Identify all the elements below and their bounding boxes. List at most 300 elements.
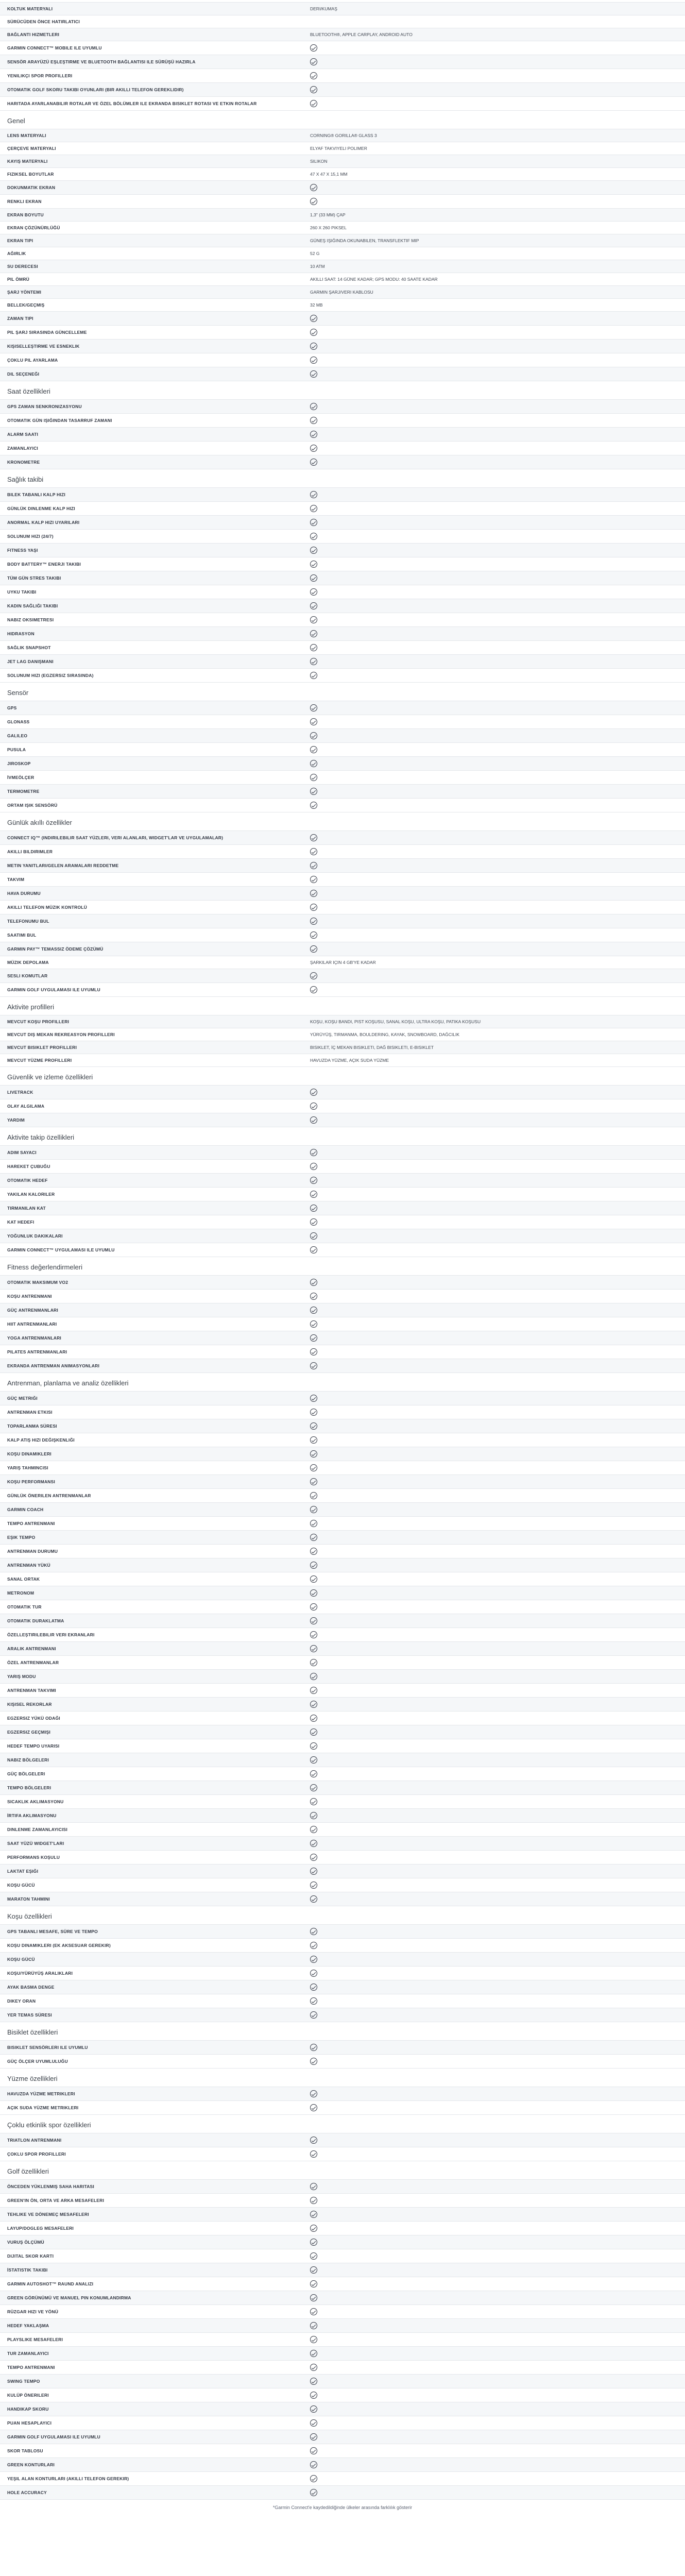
spec-row: [0, 1851, 685, 1865]
spec-row: [0, 715, 685, 729]
checkmark-circle-icon: [310, 931, 317, 939]
spec-row: [0, 3, 685, 15]
spec-row: [0, 627, 685, 641]
spec-row: [0, 1229, 685, 1243]
spec-row: [0, 168, 685, 181]
spec-label: GARMIN CONNECT™ MOBILE ILE UYUMLU: [7, 45, 102, 50]
spec-row: [0, 743, 685, 757]
spec-label: MÜZIK DEPOLAMA: [7, 960, 49, 965]
spec-row: [0, 181, 685, 195]
spec-label: OTOMATIK GÜN IŞIĞINDAN TASARRUF ZAMANI: [7, 418, 112, 423]
spec-value: [304, 1837, 685, 1850]
checkmark-circle-icon: [310, 315, 317, 322]
spec-value: [304, 400, 685, 413]
spec-label: OTOMATIK TUR: [7, 1604, 42, 1609]
spec-label: GPS TABANLI MESAFE, SÜRE VE TEMPO: [7, 1929, 98, 1934]
spec-value: DERI/KUMAŞ: [310, 6, 337, 11]
spec-value: [304, 757, 685, 770]
spec-label: EKRAN BOYUTU: [7, 212, 44, 217]
spec-label: JIROSKOP: [7, 761, 31, 766]
spec-value: [304, 2416, 685, 2430]
spec-value: [304, 1753, 685, 1767]
footnote: *Garmin Connect'e kaydedildiğinde ülkeler arasında farklılık gösterir: [272, 2505, 413, 2510]
checkmark-circle-icon: [310, 1436, 317, 1444]
checkmark-circle-icon: [310, 672, 317, 679]
spec-row: [0, 701, 685, 715]
spec-row: [0, 1054, 685, 1067]
spec-label: İRTIFA AKLIMASYONU: [7, 1813, 57, 1818]
spec-label: ÇOKLU SPOR PROFILLERI: [7, 2151, 66, 2157]
spec-row: [0, 887, 685, 901]
spec-row: [0, 1809, 685, 1823]
spec-value: [304, 2305, 685, 2318]
spec-value: [304, 771, 685, 784]
checkmark-circle-icon: [310, 370, 317, 378]
spec-value: [304, 2208, 685, 2221]
spec-row: [0, 757, 685, 771]
spec-value: [304, 1303, 685, 1317]
spec-value: [304, 1229, 685, 1243]
checkmark-circle-icon: [310, 1362, 317, 1369]
checkmark-circle-icon: [310, 2211, 317, 2218]
spec-row: [0, 1781, 685, 1795]
spec-row: [0, 2235, 685, 2249]
spec-row: [0, 1656, 685, 1670]
spec-label: KOŞU GÜCÜ: [7, 1957, 35, 1962]
checkmark-circle-icon: [310, 58, 317, 65]
spec-value: 1,3" (33 MM) ÇAP: [310, 212, 346, 217]
spec-value: [304, 1939, 685, 1952]
spec-label: SESLI KOMUTLAR: [7, 973, 48, 978]
checkmark-circle-icon: [310, 2378, 317, 2385]
spec-value: HAVUZDA YÜZME, AÇIK SUDA YÜZME: [310, 1058, 389, 1063]
spec-value: [304, 1725, 685, 1739]
spec-value: [304, 1684, 685, 1697]
spec-label: UYKU TAKIBI: [7, 589, 37, 595]
spec-row: [0, 1433, 685, 1447]
spec-label: SANAL ORTAK: [7, 1577, 40, 1582]
spec-value: [304, 2008, 685, 2022]
spec-value: AKILLI SAAT: 14 GÜNE KADAR; GPS MODU: 40 SAATE KADAR: [310, 277, 438, 282]
spec-value: 47 X 47 X 15,1 MM: [310, 172, 348, 177]
checkmark-circle-icon: [310, 834, 317, 841]
spec-label: MEVCUT BISIKLET PROFILLERI: [7, 1045, 77, 1050]
spec-value: [304, 1113, 685, 1127]
spec-value: [304, 1767, 685, 1781]
section-title: Sağlık takibi: [7, 476, 44, 483]
spec-row: [0, 2180, 685, 2194]
spec-row: [0, 2147, 685, 2161]
checkmark-circle-icon: [310, 1307, 317, 1314]
spec-value: [304, 97, 685, 110]
spec-row: [0, 969, 685, 983]
spec-label: KAT HEDEFI: [7, 1219, 35, 1225]
checkmark-circle-icon: [310, 459, 317, 466]
checkmark-circle-icon: [310, 1956, 317, 1963]
section-title: Çoklu etkinlik spor özellikleri: [7, 2121, 91, 2129]
spec-label: EŞIK TEMPO: [7, 1535, 36, 1540]
spec-row: [0, 1146, 685, 1160]
spec-value: [304, 873, 685, 886]
checkmark-circle-icon: [310, 1826, 317, 1833]
spec-label: TEMPO BÖLGELERI: [7, 1785, 52, 1790]
spec-label: KOŞU PERFORMANSI: [7, 1479, 55, 1484]
spec-label: TEMPO ANTRENMANI: [7, 1521, 55, 1526]
spec-label: DIL SEÇENEĞI: [7, 371, 40, 377]
checkmark-circle-icon: [310, 2252, 317, 2260]
checkmark-circle-icon: [310, 644, 317, 651]
checkmark-circle-icon: [310, 904, 317, 911]
spec-label: TUR ZAMANLAYICI: [7, 2351, 49, 2356]
checkmark-circle-icon: [310, 1191, 317, 1198]
section-title: Fitness değerlendirmeleri: [7, 1263, 82, 1271]
spec-value: [304, 55, 685, 69]
checkmark-circle-icon: [310, 1320, 317, 1328]
spec-row: [0, 1837, 685, 1851]
spec-label: ALARM SAATI: [7, 432, 39, 437]
spec-value: BLUETOOTH®, APPLE CARPLAY, ANDROID AUTO: [310, 32, 413, 37]
spec-label: SKOR TABLOSU: [7, 2448, 43, 2453]
section-title: Antrenman, planlama ve analiz özellikleri: [7, 1379, 129, 1387]
checkmark-circle-icon: [310, 329, 317, 336]
spec-value: [304, 1711, 685, 1725]
spec-label: KOŞU ANTRENMANI: [7, 1294, 52, 1299]
spec-label: GREEN GÖRÜNÜMÜ VE MANUEL PIN KONUMLANDIRMA: [7, 2295, 131, 2300]
spec-row: [0, 2133, 685, 2147]
spec-row: [0, 2472, 685, 2486]
spec-row: [0, 1099, 685, 1113]
checkmark-circle-icon: [310, 2183, 317, 2190]
spec-row: [0, 956, 685, 969]
checkmark-circle-icon: [310, 1409, 317, 1416]
spec-value: [304, 1531, 685, 1544]
spec-label: ZAMANLAYICI: [7, 446, 38, 451]
spec-label: ÖNCEDEN YÜKLENMIŞ SAHA HARITASI: [7, 2184, 94, 2189]
spec-row: [0, 488, 685, 502]
spec-value: [304, 2486, 685, 2499]
spec-table: [0, 701, 685, 812]
spec-value: [304, 502, 685, 515]
checkmark-circle-icon: [310, 1506, 317, 1513]
spec-value: [304, 655, 685, 668]
spec-value: [304, 69, 685, 82]
spec-row: [0, 286, 685, 299]
spec-label: SWING TEMPO: [7, 2379, 40, 2384]
spec-row: [0, 1331, 685, 1345]
checkmark-circle-icon: [310, 100, 317, 107]
spec-row: [0, 367, 685, 381]
spec-label: YARIŞ TAHMINCISI: [7, 1465, 48, 1470]
checkmark-circle-icon: [310, 1562, 317, 1569]
spec-value: ELYAF TAKVIYELI POLIMER: [310, 146, 367, 151]
checkmark-circle-icon: [310, 718, 317, 725]
spec-value: [304, 2430, 685, 2444]
spec-row: [0, 2222, 685, 2235]
spec-label: GÜÇ ÖLÇER UYUMLULUĞU: [7, 2059, 68, 2064]
spec-row: [0, 983, 685, 997]
spec-value: [304, 1099, 685, 1113]
spec-row: [0, 1243, 685, 1257]
spec-value: [304, 1642, 685, 1655]
checkmark-circle-icon: [310, 1534, 317, 1541]
spec-label: DOKUNMATIK EKRAN: [7, 185, 56, 190]
spec-value: [304, 181, 685, 194]
checkmark-circle-icon: [310, 1149, 317, 1156]
spec-label: GÜNLÜK DINLENME KALP HIZI: [7, 506, 75, 511]
spec-row: [0, 1290, 685, 1303]
spec-label: HAREKET ÇUBUĞU: [7, 1164, 50, 1169]
spec-value: [304, 887, 685, 900]
checkmark-circle-icon: [310, 2197, 317, 2204]
spec-value: [304, 2055, 685, 2068]
checkmark-circle-icon: [310, 1177, 317, 1184]
spec-row: [0, 1489, 685, 1503]
spec-row: [0, 1795, 685, 1809]
spec-row: [0, 1753, 685, 1767]
spec-row: [0, 2194, 685, 2208]
spec-label: YER TEMAS SÜRESI: [7, 2012, 52, 2018]
spec-row: [0, 2347, 685, 2361]
checkmark-circle-icon: [310, 1868, 317, 1875]
spec-row: [0, 209, 685, 222]
spec-label: BILEK TABANLI KALP HIZI: [7, 492, 65, 497]
spec-value: [304, 2347, 685, 2360]
spec-value: [304, 928, 685, 942]
spec-value: [304, 743, 685, 756]
spec-label: KAYIŞ MATERYALI: [7, 159, 48, 164]
spec-label: ÇOKLU PIL AYARLAMA: [7, 358, 58, 363]
spec-row: [0, 729, 685, 743]
spec-label: GREEN KONTURLARI: [7, 2462, 55, 2467]
spec-label: ÇERÇEVE MATERYALI: [7, 146, 56, 151]
spec-row: [0, 1698, 685, 1711]
checkmark-circle-icon: [310, 1997, 317, 2005]
checkmark-circle-icon: [310, 602, 317, 609]
spec-row: [0, 928, 685, 942]
spec-label: AKILLI TELEFON MÜZIK KONTROLÜ: [7, 905, 88, 910]
spec-label: KOŞU GÜCÜ: [7, 1883, 35, 1888]
spec-row: [0, 2305, 685, 2319]
spec-row: [0, 1967, 685, 1980]
spec-label: SÜRÜCÜDEN ÖNCE HATIRLATICI: [7, 19, 80, 24]
spec-label: İSTATISTIK TAKIBI: [7, 2267, 48, 2273]
spec-label: GLONASS: [7, 719, 30, 724]
spec-label: BODY BATTERY™ ENERJI TAKIBI: [7, 562, 81, 567]
checkmark-circle-icon: [310, 1701, 317, 1708]
spec-row: [0, 1628, 685, 1642]
spec-row: [0, 1545, 685, 1558]
spec-label: GALILEO: [7, 733, 28, 738]
checkmark-circle-icon: [310, 1617, 317, 1624]
spec-row: [0, 599, 685, 613]
checkmark-circle-icon: [310, 746, 317, 753]
spec-label: TRIATLON ANTRENMANI: [7, 2138, 62, 2143]
spec-value: [304, 1953, 685, 1966]
spec-label: KALP ATIŞ HIZI DEĞIŞKENLIĞI: [7, 1437, 75, 1443]
spec-label: DIKEY ORAN: [7, 1998, 36, 2004]
spec-row: [0, 1925, 685, 1939]
spec-label: SENSÖR ARAYÜZÜ EŞLEŞTIRME VE BLUETOOTH BAĞLANTISI ILE SÜRÜŞÜ HAZIRLA: [7, 59, 196, 64]
spec-row: [0, 142, 685, 155]
spec-row: [0, 1684, 685, 1698]
spec-row: [0, 2333, 685, 2347]
spec-label: EGZERSIZ YÜKÜ ODAĞI: [7, 1716, 60, 1721]
checkmark-circle-icon: [310, 1218, 317, 1226]
spec-label: OLAY ALGILAMA: [7, 1104, 45, 1109]
spec-label: ANTRENMAN DURUMU: [7, 1549, 58, 1554]
spec-value: BISIKLET, İÇ MEKAN BISIKLETI, DAĞ BISIKLETI, E-BISIKLET: [310, 1045, 434, 1050]
spec-label: ŞARJ YÖNTEMI: [7, 290, 42, 295]
spec-value: [304, 488, 685, 501]
spec-label: MEVCUT KOŞU PROFILLERI: [7, 1019, 70, 1024]
spec-value: [304, 1656, 685, 1669]
spec-label: TEMPO ANTRENMANI: [7, 2365, 55, 2370]
spec-row: [0, 2263, 685, 2277]
spec-label: GARMIN GOLF UYGULAMASI ILE UYUMLU: [7, 2434, 100, 2439]
spec-label: YARDIM: [7, 1117, 25, 1123]
spec-value: [304, 1489, 685, 1502]
spec-label: CONNECT IQ™ (INDIRILEBILIR SAAT YÜZLERI, VERI ALANLARI, WIDGET'LAR VE UYGULAMALAR): [7, 835, 224, 840]
spec-value: [304, 1698, 685, 1711]
spec-value: [304, 1851, 685, 1864]
checkmark-circle-icon: [310, 1478, 317, 1485]
spec-value: [304, 1086, 685, 1099]
spec-value: [304, 544, 685, 557]
checkmark-circle-icon: [310, 2294, 317, 2301]
checkmark-circle-icon: [310, 357, 317, 364]
spec-row: [0, 1317, 685, 1331]
spec-value: [304, 1586, 685, 1600]
spec-row: [0, 2430, 685, 2444]
spec-value: [304, 1892, 685, 1906]
checkmark-circle-icon: [310, 2044, 317, 2051]
spec-value: YÜRÜYÜŞ, TIRMANMA, BOULDERING, KAYAK, SNOWBOARD, DAĞCILIK: [310, 1032, 459, 1037]
spec-table: [0, 1275, 685, 1373]
spec-value: [304, 353, 685, 367]
spec-value: [304, 2194, 685, 2207]
spec-row: [0, 428, 685, 442]
spec-table: [0, 2087, 685, 2115]
spec-label: EGZERSIZ GEÇMIŞI: [7, 1730, 50, 1735]
spec-value: [304, 1614, 685, 1628]
spec-value: [304, 455, 685, 469]
spec-row: [0, 585, 685, 599]
spec-value: [304, 669, 685, 682]
spec-row: [0, 353, 685, 367]
spec-value: [304, 2087, 685, 2100]
spec-value: [304, 557, 685, 571]
spec-value: [304, 2235, 685, 2249]
spec-label: BISIKLET SENSÖRLERI ILE UYUMLU: [7, 2045, 88, 2050]
spec-label: YENILIKÇI SPOR PROFILLERI: [7, 73, 73, 78]
spec-row: [0, 69, 685, 83]
checkmark-circle-icon: [310, 1812, 317, 1819]
spec-value: 32 MB: [310, 302, 323, 308]
spec-value: [304, 2361, 685, 2374]
spec-value: GÜNEŞ IŞIĞINDA OKUNABILEN, TRANSFLEKTIF MIP: [310, 238, 419, 243]
spec-value: [304, 571, 685, 585]
spec-row: [0, 234, 685, 247]
spec-row: [0, 2208, 685, 2222]
checkmark-circle-icon: [310, 802, 317, 809]
checkmark-circle-icon: [310, 1232, 317, 1240]
spec-label: KIŞISEL REKORLAR: [7, 1702, 52, 1707]
spec-row: [0, 1015, 685, 1028]
spec-label: HOLE ACCURACY: [7, 2490, 47, 2495]
spec-value: [304, 19, 685, 25]
spec-value: [304, 585, 685, 599]
checkmark-circle-icon: [310, 1450, 317, 1458]
spec-row: [0, 1517, 685, 1531]
spec-value: [304, 1967, 685, 1980]
spec-row: [0, 785, 685, 799]
section-title: Yüzme özellikleri: [7, 2075, 58, 2082]
spec-value: [304, 1405, 685, 1419]
spec-row: [0, 2402, 685, 2416]
spec-row: [0, 2055, 685, 2069]
checkmark-circle-icon: [310, 2433, 317, 2441]
spec-label: YOGA ANTRENMANLARI: [7, 1335, 61, 1341]
spec-label: GÜNLÜK ÖNERILEN ANTRENMANLAR: [7, 1493, 91, 1498]
spec-value: [304, 715, 685, 728]
spec-label: LENS MATERYALI: [7, 133, 46, 138]
spec-value: [304, 831, 685, 844]
spec-row: [0, 2277, 685, 2291]
checkmark-circle-icon: [310, 72, 317, 79]
spec-row: [0, 247, 685, 260]
spec-label: İVMEÖLÇER: [7, 775, 35, 780]
checkmark-circle-icon: [310, 1970, 317, 1977]
spec-label: SOLUNUM HIZI (EGZERSIZ SIRASINDA): [7, 673, 94, 678]
spec-row: [0, 1174, 685, 1188]
spec-value: [304, 1878, 685, 1892]
spec-label: GARMIN AUTOSHOT™ RAUND ANALIZI: [7, 2281, 94, 2286]
spec-value: [304, 1290, 685, 1303]
spec-row: [0, 901, 685, 914]
checkmark-circle-icon: [310, 547, 317, 554]
spec-row: [0, 831, 685, 845]
spec-label: KADIN SAĞLIĞI TAKIBI: [7, 603, 58, 608]
checkmark-circle-icon: [310, 862, 317, 869]
spec-value: [304, 83, 685, 96]
spec-label: RÜZGAR HIZI VE YÖNÜ: [7, 2309, 59, 2314]
spec-row: [0, 1586, 685, 1600]
spec-row: [0, 669, 685, 683]
spec-value: KOŞU, KOŞU BANDI, PIST KOŞUSU, SANAL KOŞU, ULTRA KOŞU, PATIKA KOŞUSU: [310, 1019, 481, 1024]
spec-label: KULÜP ÖNERILERI: [7, 2393, 49, 2398]
spec-label: ANORMAL KALP HIZI UYARILARI: [7, 520, 80, 525]
checkmark-circle-icon: [310, 2461, 317, 2468]
checkmark-circle-icon: [310, 658, 317, 665]
spec-value: [304, 1160, 685, 1173]
spec-label: VURUŞ ÖLÇÜMÜ: [7, 2240, 44, 2245]
spec-table: [0, 1085, 685, 1127]
spec-row: [0, 845, 685, 859]
spec-label: GREEN'IN ÖN, ORTA VE ARKA MESAFELERI: [7, 2198, 105, 2203]
checkmark-circle-icon: [310, 2392, 317, 2399]
spec-row: [0, 1215, 685, 1229]
spec-label: AĞIRLIK: [7, 251, 26, 256]
checkmark-circle-icon: [310, 1631, 317, 1638]
checkmark-circle-icon: [310, 972, 317, 979]
spec-row: [0, 613, 685, 627]
spec-label: PLAYSLIKE MESAFELERI: [7, 2337, 63, 2342]
section-title: Genel: [7, 117, 25, 125]
checkmark-circle-icon: [310, 616, 317, 623]
spec-value: [304, 1276, 685, 1289]
spec-value: [304, 627, 685, 640]
spec-table: [0, 2040, 685, 2069]
